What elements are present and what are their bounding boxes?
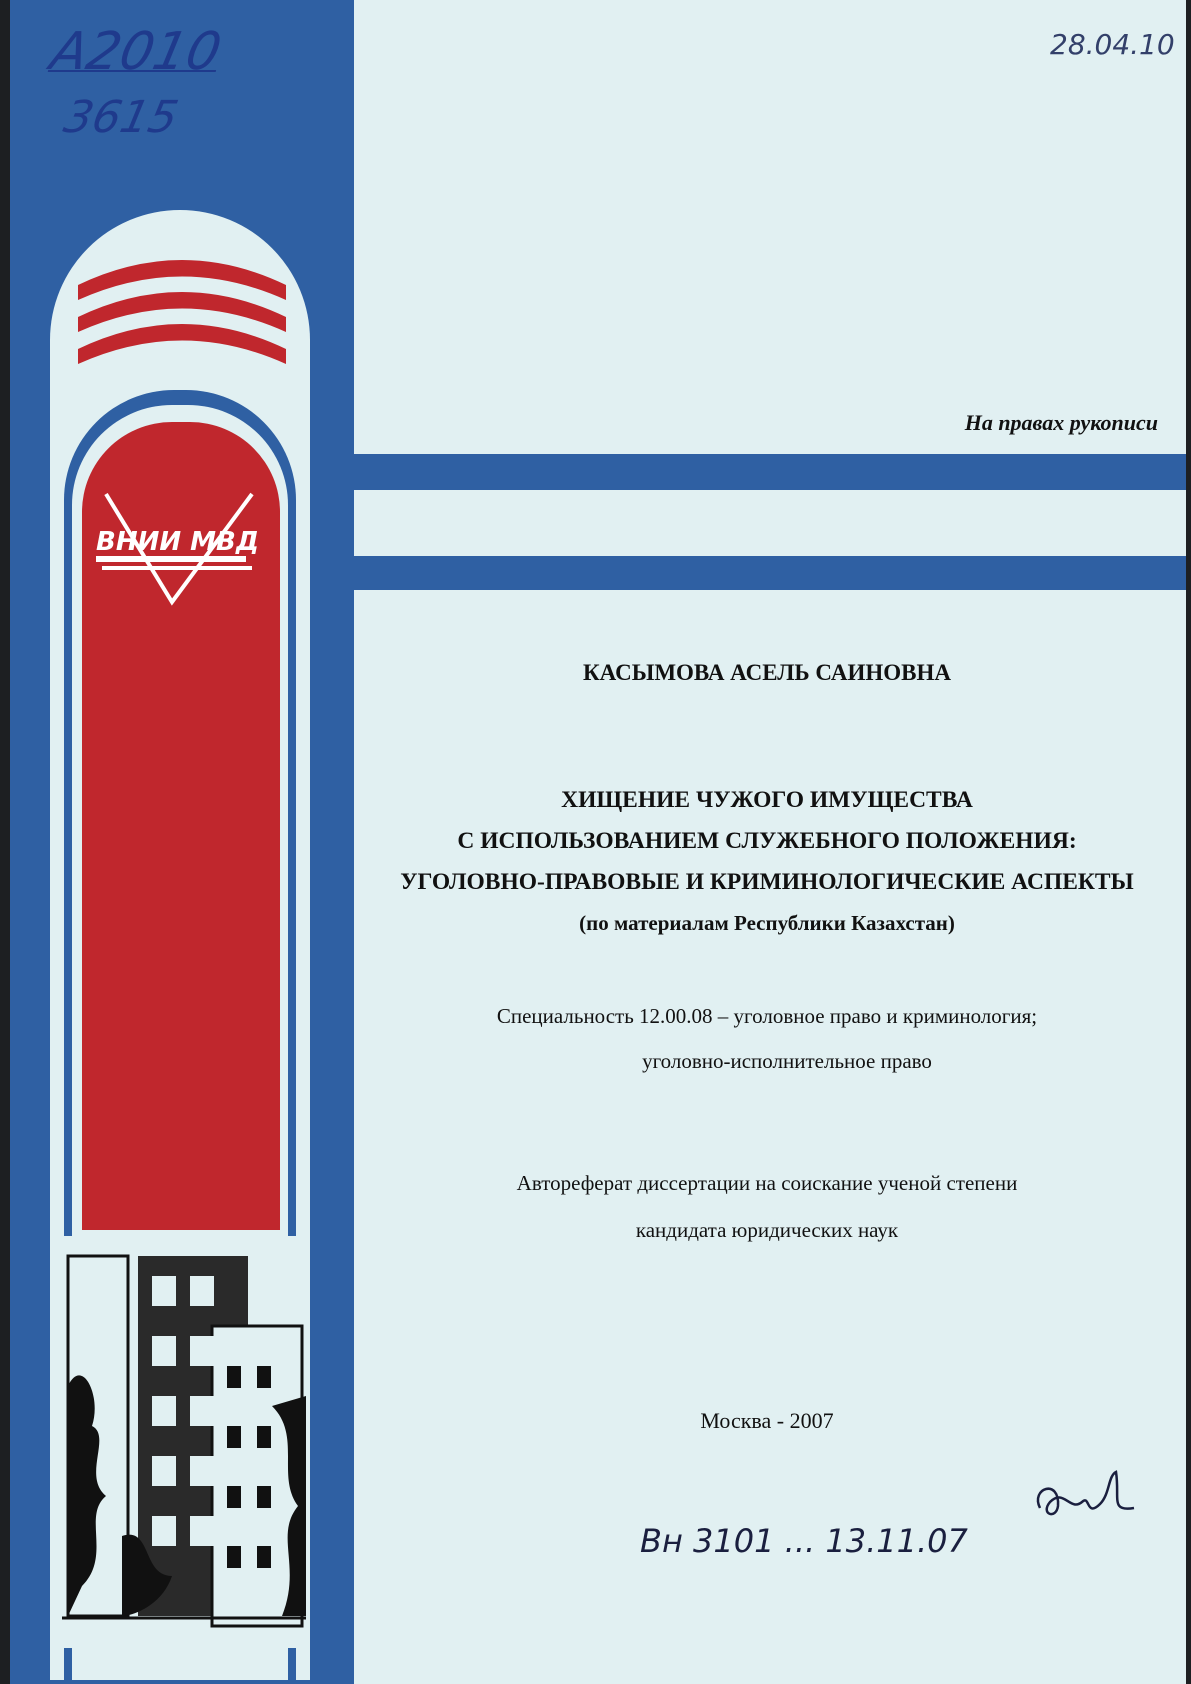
abstract-line-2: кандидата юридических наук	[635, 1218, 899, 1242]
handwritten-bottom-note: Вн 3101 ... 13.11.07	[640, 1522, 968, 1560]
abstract-statement	[354, 1160, 1180, 1254]
title-line-2: С ИСПОЛЬЗОВАНИЕМ СЛУЖЕБНОГО ПОЛОЖЕНИЯ:	[457, 828, 1077, 854]
rights-note: На правах рукописи	[964, 410, 1158, 435]
logo-text: ВНИИ МВД	[96, 527, 259, 557]
abstract-line-1: Автореферат диссертации на соискание ученой степени	[516, 1171, 1018, 1195]
title-line-1: ХИЩЕНИЕ ЧУЖОГО ИМУЩЕСТВА	[561, 787, 973, 813]
specialty	[354, 994, 1180, 1084]
author-name: КАСЫМОВА АСЕЛЬ САИНОВНА	[583, 660, 951, 685]
place-year: Москва - 2007	[700, 1408, 834, 1433]
specialty-line-1: Специальность 12.00.08 – уголовное право и криминология;	[496, 1004, 1038, 1028]
title-subtitle: (по материалам Республики Казахстан)	[579, 911, 955, 935]
title-line-3: УГОЛОВНО-ПРАВОВЫЕ И КРИМИНОЛОГИЧЕСКИЕ АСПЕКТЫ	[400, 869, 1134, 895]
handwritten-date: 28.04.10	[1050, 28, 1175, 61]
specialty-line-2: уголовно-исполнительное право	[642, 1049, 932, 1073]
handwritten-archive-code: A2010	[45, 22, 227, 82]
cover-page	[10, 0, 1186, 1684]
text-layer	[10, 0, 1186, 1684]
handwritten-archive-number: 3615	[59, 92, 183, 143]
thesis-title	[354, 780, 1180, 944]
